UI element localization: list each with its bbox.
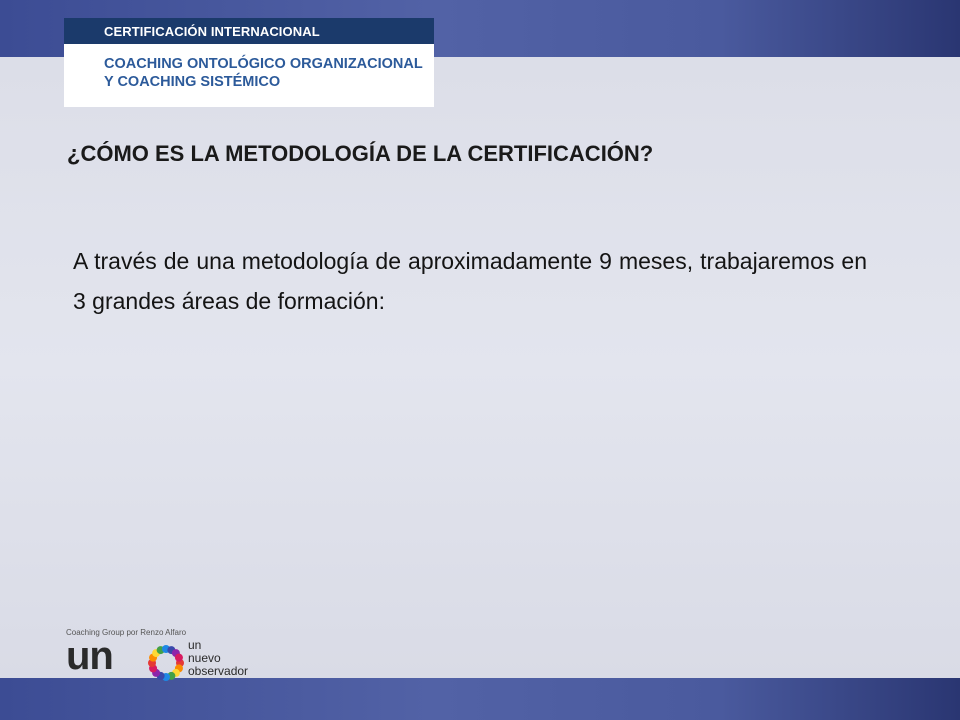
logo-caption: Coaching Group por Renzo Alfaro	[66, 628, 187, 637]
logo-tagline-line-3: observador	[188, 664, 249, 678]
certification-banner	[64, 18, 434, 107]
uno-logo	[66, 628, 286, 678]
banner-heading-bar	[64, 18, 434, 44]
bottom-decorative-band	[0, 678, 960, 720]
logo-tagline-line-1: un	[188, 638, 202, 652]
banner-line-2: Y COACHING SISTÉMICO	[104, 74, 281, 90]
logo-tagline-line-2: nuevo	[188, 651, 221, 665]
logo-wordmark: un	[66, 634, 113, 678]
logo-tagline	[188, 639, 248, 678]
banner-line-1: COACHING ONTOLÓGICO ORGANIZACIONAL	[104, 56, 423, 72]
logo-ring-icon	[146, 643, 186, 683]
banner-subtitle	[104, 55, 424, 91]
slide-title: ¿CÓMO ES LA METODOLOGÍA DE LA CERTIFICACIÓN?	[67, 141, 654, 166]
slide-body-text: A través de una metodología de aproximadamente 9 meses, trabajaremos en 3 grandes áreas de formación:	[73, 248, 867, 314]
banner-heading: CERTIFICACIÓN INTERNACIONAL	[104, 24, 320, 39]
